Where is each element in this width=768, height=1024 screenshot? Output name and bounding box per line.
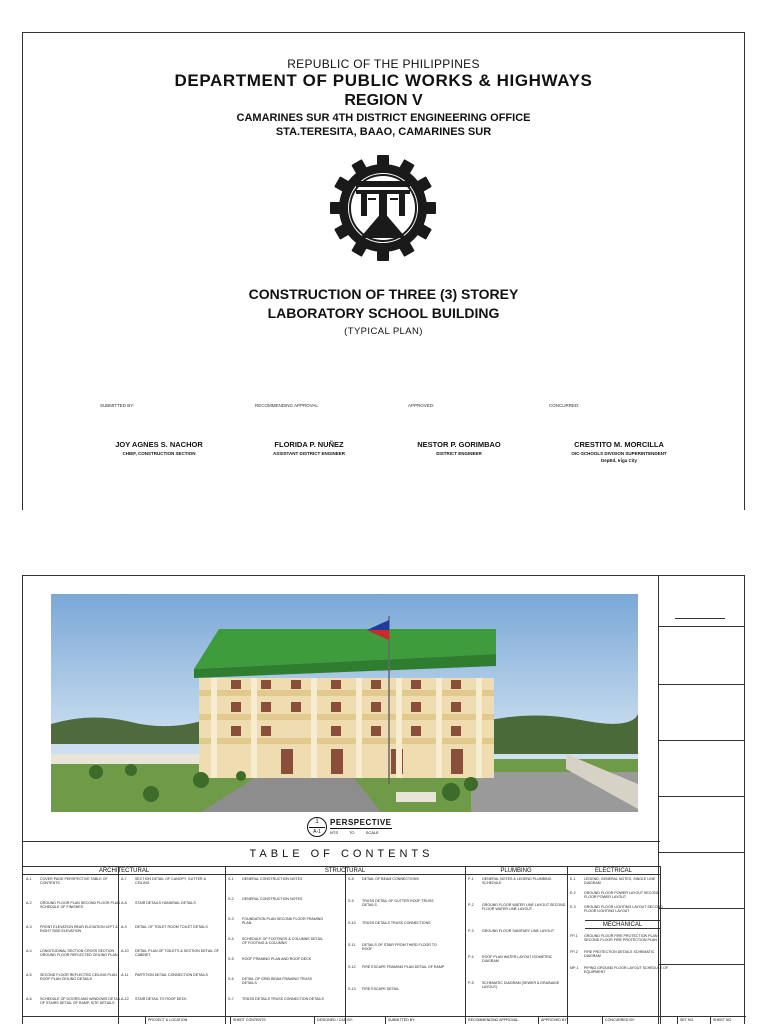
toc-entry-code: E-3 [570,905,576,909]
republic-heading: REPUBLIC OF THE PHILIPPINES [287,57,480,71]
toc-entry-description: TRUSS DETAIL OF GUTTER ROOF TRUSS DETAILS [362,899,434,908]
toc-entry-description: FOUNDATION PLAN SECOND FLOOR FRAMING PLAN [242,917,324,926]
signatory-name-4: CRESTITO M. MORCILLA [574,440,664,449]
toc-entry-code: E-1 [570,877,576,881]
title-strip-label: APPROVED BY: [541,1018,568,1022]
signatory-title-4: OIC-SCHOOLS DIVISION SUPERINTENDENT [571,451,667,456]
toc-header-architectural: ARCHITECTURAL [23,866,225,875]
toc-entry-code: S-2 [228,897,234,901]
title-strip [23,1016,746,1024]
cover-sheet [22,32,745,510]
toc-entry-description: GENERAL NOTES & LEGEND PLUMBING SCHEDULE [482,877,552,886]
toc-entry-description: DETAIL PLAN OF TOILETS & SECTION DETAIL OF CABINET [135,949,219,958]
toc-entry-description: LEGEND, GENERAL NOTES, SINGLE LINE DIAGRAM [584,877,656,886]
toc-entry-description: GROUND FLOOR POWER LAYOUT SECOND FLOOR POWER LAYOUT [584,891,660,900]
perspective-title: PERSPECTIVE [330,818,392,827]
toc-entry-description: ROOF FRAMING PLAN AND ROOF DECK [242,957,312,961]
submitted-caption: SUBMITTED BY: [100,403,135,408]
perspective-sheet-ref: A-1 [313,829,321,835]
title-block-line [675,618,725,619]
project-title-line-2: LABORATORY SCHOOL BUILDING [267,305,500,321]
toc-entry-description: DETAILS OF STAIR FROM THIRD FLOOR TO ROOF [362,943,437,952]
toc-entry-code: S-10 [348,921,356,925]
office-heading: CAMARINES SUR 4TH DISTRICT ENGINEERING OFFICE [236,112,531,124]
region-heading: REGION V [344,92,423,109]
title-strip-label: DESIGNED / CAD BY: [317,1018,353,1022]
toc-title: TABLE OF CONTENTS [249,848,434,860]
toc-entry-code: P-1 [468,877,474,881]
toc-entry-code: P-2 [468,903,474,907]
toc-entry-code: P-4 [468,955,474,959]
toc-entry-code: S-7 [228,997,234,1001]
toc-entry-code: S-1 [228,877,234,881]
drawing-sheet [22,575,745,1024]
toc-entry-description: FRONT ELEVATION REAR ELEVATION LEFT & RIGHT SIDE ELEVATION [40,925,118,934]
toc-entry-description: GROUND FLOOR WATER LINE LAYOUT SECOND FLOOR WATER LINE LAYOUT [482,903,566,912]
recommending-caption: RECOMMENDING APPROVAL: [255,403,320,408]
toc-entry-description: FIRE PROTECTION DETAILS SCHEMATIC DIAGRAM [584,950,655,959]
toc-entry-code: P-5 [468,981,474,985]
toc-entry-description: SECTION DETAIL OF CANOPY, GUTTER & CEILING [135,877,207,886]
title-block [658,576,744,1024]
signatory-name-2: FLORIDA P. NUÑEZ [274,440,344,449]
toc-entry-description: FIRE ESCAPE DETAIL [362,987,400,991]
toc-entry-code: S-13 [348,987,356,991]
toc-entry-code: FP-2 [570,950,578,954]
toc-entry-description: COVER PAGE PERSPECTIVE TABLE OF CONTENTS [40,877,108,886]
signatory-name-1: JOY AGNES S. NACHOR [115,440,203,449]
toc-entry-code: A-12 [121,997,129,1001]
toc-entry-code: A-7 [121,877,127,881]
title-strip-label: SHEET NO. [713,1018,733,1022]
toc-entry-description: LONGITUDINAL SECTION CROSS SECTION GROUND FLOOR REFLECTED CEILING PLAN [40,949,118,958]
toc-entry-code: S-6 [228,977,234,981]
toc-entry-description: PIPING GROUND FLOOR LAYOUT SCHEDULE OF EQUIPMENT [584,966,669,975]
perspective-section-marker [307,817,327,837]
toc-entry-description: ROOF PLAN WATER LAYOUT ISOMETRIC DIAGRAM [482,955,553,964]
perspective-rendering [51,594,638,812]
signatory-title-2: ASSISTANT DISTRICT ENGINEER [273,451,345,456]
toc-entry-code: A-5 [26,973,32,977]
toc-entry-description: DETAIL OF TOILET ROOM TOILET DETAILS [135,925,208,929]
toc-entry-description: STAIR DETAILS HANDRAIL DETAILS [135,901,196,905]
toc-entry-description: STAIR DETAIL TO ROOF DECK [135,997,187,1001]
toc-entry-description: TRUSS DETAILS TRUSS CONNECTIONS [362,921,431,925]
title-strip-label: SUBMITTED BY: [388,1018,416,1022]
toc-entry-description: DETAIL OF GRID BEAM FRAMING TRUSS DETAILS [242,977,313,986]
toc-entry-code: S-12 [348,965,356,969]
toc-entry-code: A-11 [121,973,129,977]
toc-entry-code: A-9 [121,925,127,929]
toc-header-mechanical: MECHANICAL [585,920,660,929]
toc-entry-description: GROUND FLOOR PLAN SECOND FLOOR PLAN SCHEDULE OF FINISHES [40,901,120,910]
toc-entry-code: E-2 [570,891,576,895]
perspective-scale: NTS TO SCALE [330,830,379,835]
signatory-title-4b: DepEd, Iriga City [600,458,637,463]
title-strip-label: SHEET CONTENTS [233,1018,266,1022]
toc-entry-code: A-8 [121,901,127,905]
toc-entry-description: SECOND FLOOR REFLECTED CEILING PLAN ROOF PLAN CEILING DETAILS [40,973,117,982]
title-strip-label: PROJECT & LOCATION [148,1018,188,1022]
toc-entry-description: SCHEMATIC DIAGRAM (SEWER & DRAINAGE LAYOUT) [482,981,560,990]
signatory-title-3: DISTRICT ENGINEER [436,451,482,456]
toc-entry-description: SCHEDULE OF DOORS AND WINDOWS DETAIL OF STAIRS DETAIL OF RAMP, SITE DETAILS [40,997,121,1006]
toc-entry-description: GROUND FLOOR SANITARY LINE LAYOUT [482,929,555,933]
toc-entry-code: S-9 [348,899,354,903]
toc-entry-code: S-5 [228,957,234,961]
plan-type-label: (TYPICAL PLAN) [344,326,423,337]
toc-header-plumbing: PLUMBING [465,866,567,875]
title-strip-label: RECOMMENDING APPROVAL: [468,1018,520,1022]
toc-entry-code: S-8 [348,877,354,881]
toc-entry-description: GROUND FLOOR FIRE PROTECTION PLAN SECOND FLOOR FIRE PROTECTION PLAN [584,934,658,943]
perspective-number: 1 [315,819,319,825]
toc-entry-code: S-3 [228,917,234,921]
toc-entry-description: DETAIL OF BEAM CONNECTIONS [362,877,419,881]
toc-entry-description: PARTITION DETAIL CONNECTION DETAILS [135,973,208,977]
toc-entry-code: A-1 [26,877,32,881]
toc-entry-code: A-6 [26,997,32,1001]
toc-entry-description: SCHEDULE OF FOOTINGS & COLUMNS DETAIL OF FOOTING & COLUMNS [242,937,323,946]
toc-entry-code: S-11 [348,943,356,947]
signatory-title-1: CHIEF, CONSTRUCTION SECTION [122,451,196,456]
toc-entry-code: A-2 [26,901,32,905]
toc-entry-code: S-4 [228,937,234,941]
toc-entry-code: MP-1 [570,966,579,970]
toc-entry-code: A-10 [121,949,129,953]
toc-entry-description: FIRE ESCAPE FRAMING PLAN DETAIL OF RAMP [362,965,445,969]
toc-entry-description: GROUND FLOOR LIGHTING LAYOUT SECOND FLOOR LIGHTING LAYOUT [584,905,663,914]
toc-entry-code: A-4 [26,949,32,953]
signatory-name-3: NESTOR P. GORIMBAO [417,440,501,449]
approved-caption: APPROVED: [408,403,435,408]
toc-entry-code: FP-1 [570,934,578,938]
address-heading: STA.TERESITA, BAAO, CAMARINES SUR [275,126,492,138]
title-strip-label: CONCURRED BY: [605,1018,635,1022]
project-title-line-1: CONSTRUCTION OF THREE (3) STOREY [248,286,519,302]
toc-entry-description: TRUSS DETAILS TRUSS CONNECTION DETAILS [242,997,324,1001]
title-strip-label: SET NO. [680,1018,695,1022]
toc-header-structural: STRUCTURAL [225,866,465,875]
table-of-contents [23,841,669,1024]
toc-entry-code: A-3 [26,925,32,929]
department-heading: DEPARTMENT OF PUBLIC WORKS & HIGHWAYS [174,71,593,90]
toc-header-electrical: ELECTRICAL [567,866,660,875]
toc-entry-code: P-3 [468,929,474,933]
concurred-caption: CONCURRED: [549,403,580,408]
toc-entry-description: GENERAL CONSTRUCTION NOTES [242,877,303,881]
dpwh-gear-logo-icon [328,153,438,263]
toc-entry-description: GENERAL CONSTRUCTION NOTES [242,897,303,901]
